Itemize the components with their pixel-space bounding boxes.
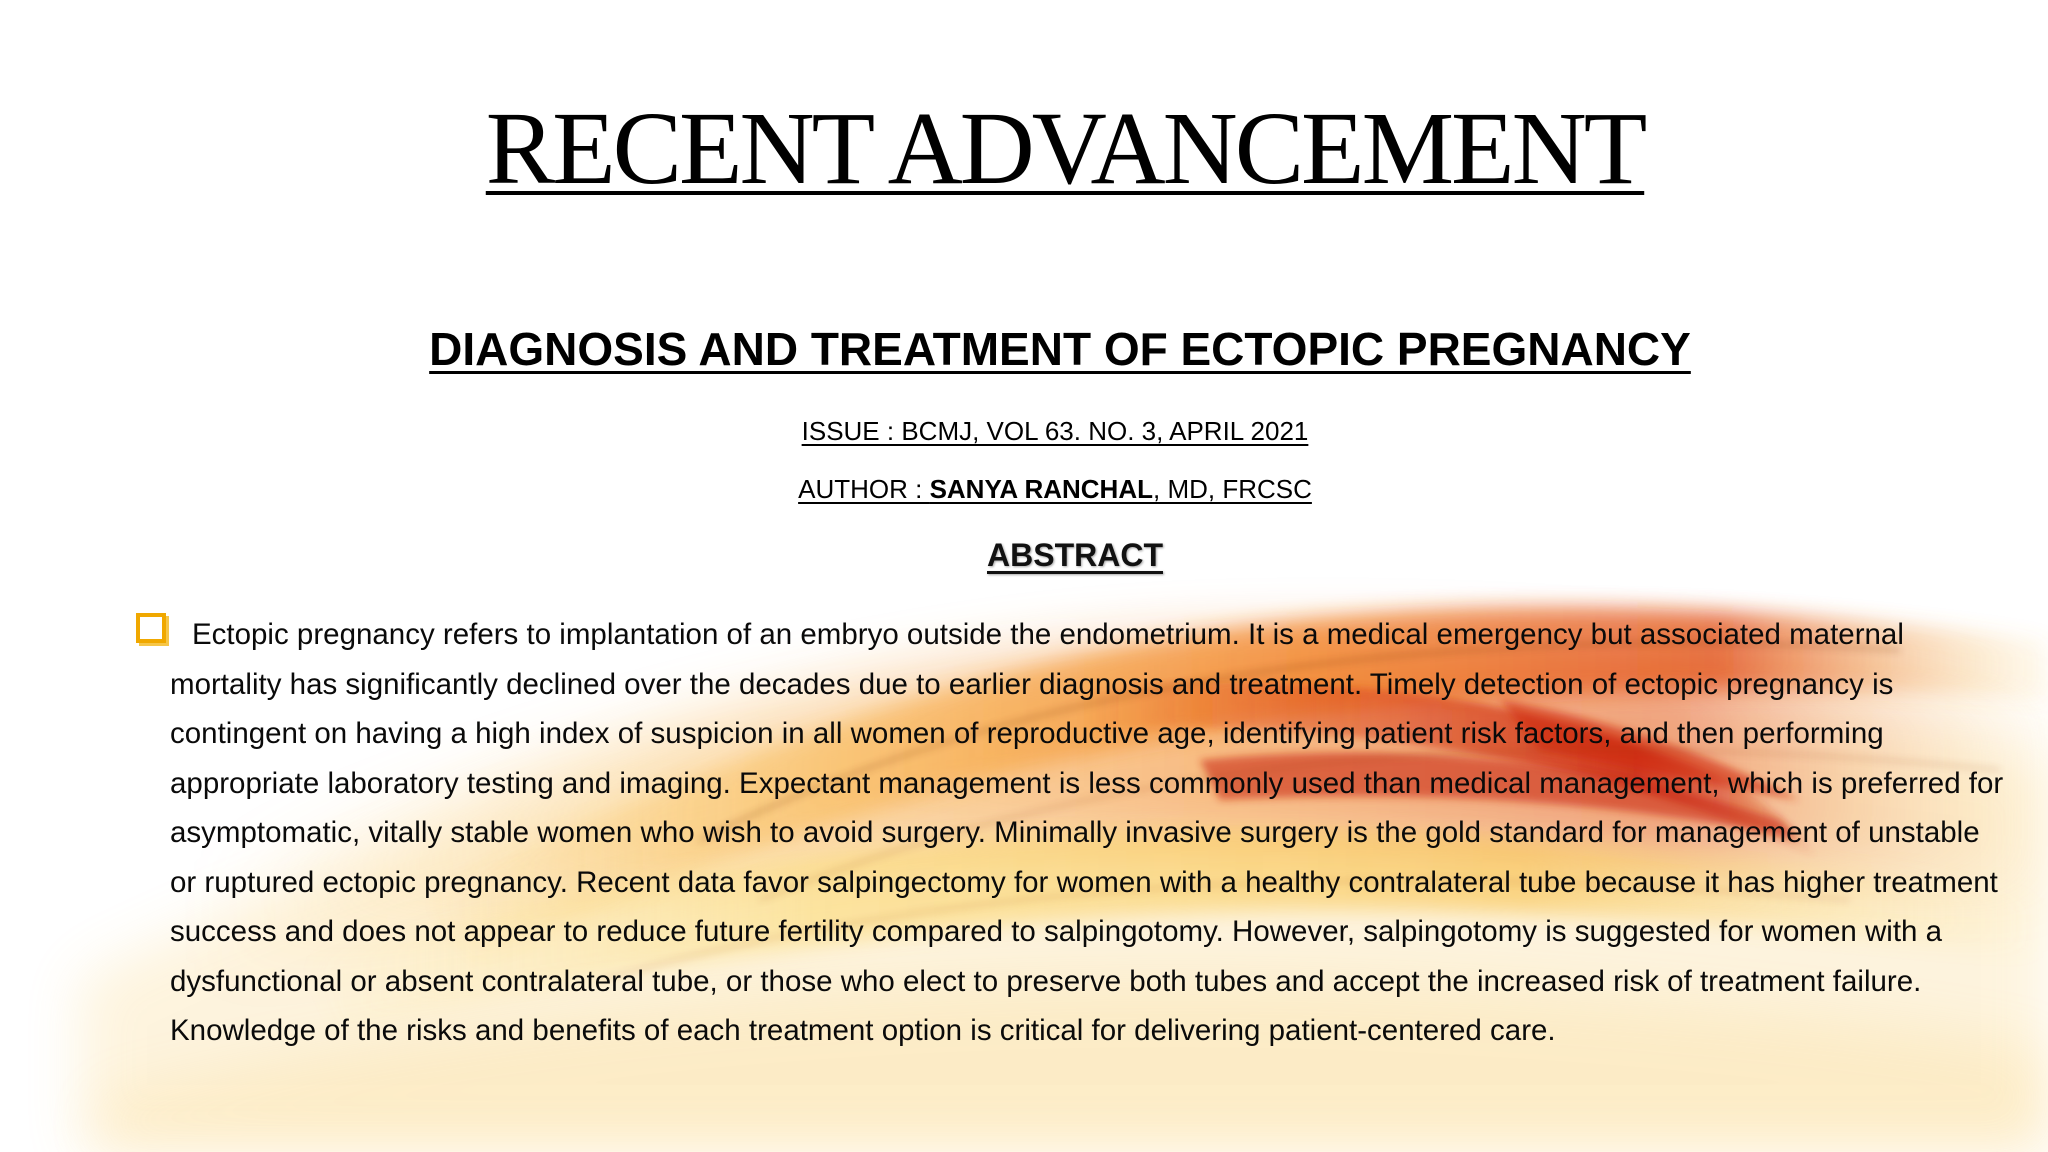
author-prefix: AUTHOR : [798, 474, 930, 504]
article-title: DIAGNOSIS AND TREATMENT OF ECTOPIC PREGNANCY [429, 323, 1691, 375]
abstract-block [136, 610, 2006, 1056]
issue-info: ISSUE : BCMJ, VOL 63. NO. 3, APRIL 2021 [801, 416, 1309, 446]
author-credentials: , MD, FRCSC [1153, 474, 1312, 504]
abstract-text: Ectopic pregnancy refers to implantation of an embryo outside the endometrium. It is a medical emergency but associated maternal mortality has significantly declined over the decades due to earlier diagnosis and treatment. Timely detection of ectopic pregnancy is contingent on having a high index of suspicion in all women of reproductive age, identifying patient risk factors, and then performing appropriate laboratory testing and imaging. Expectant management is less commonly used than medical management, which is preferred for asymptomatic, vitally stable women who wish to avoid surgery. Minimally invasive surgery is the gold standard for management of unstable or ruptured ectopic pregnancy. Recent data favor salpingectomy for women with a healthy contralateral tube because it has higher treatment success and does not appear to reduce future fertility compared to salpingotomy. However, salpingotomy is suggested for women with a dysfunctional or absent contralateral tube, or those who elect to preserve both tubes and accept the increased risk of treatment failure. Knowledge of the risks and benefits of each treatment option is critical for delivering patient-centered care. [170, 618, 2004, 1047]
abstract-heading: ABSTRACT [987, 537, 1163, 573]
main-title: RECENT ADVANCEMENT [485, 91, 1645, 206]
author-info [0, 474, 2048, 505]
author-name: SANYA RANCHAL [929, 474, 1153, 504]
square-bullet-icon [136, 613, 166, 643]
